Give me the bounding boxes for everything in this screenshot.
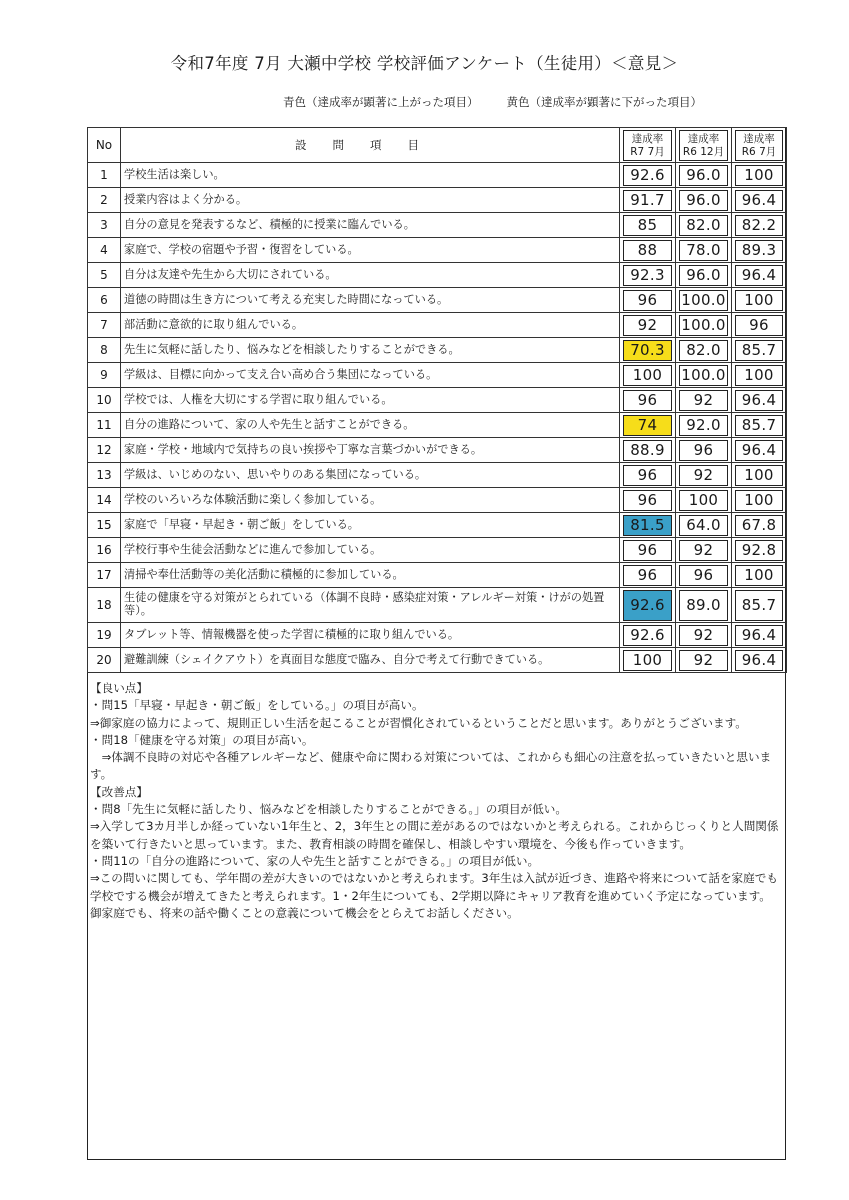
rate-r7-jul: 100 bbox=[623, 650, 672, 671]
rate-r6-jul: 85.7 bbox=[735, 340, 783, 361]
table-row bbox=[88, 648, 787, 673]
rate-r7-jul: 100 bbox=[623, 365, 672, 386]
rate-r6-dec: 96.0 bbox=[679, 265, 728, 286]
table-row bbox=[88, 288, 787, 313]
rate-r6-jul: 96.4 bbox=[735, 625, 783, 646]
page-title: 令和7年度 7月 大瀬中学校 学校評価アンケート（生徒用）＜意見＞ bbox=[170, 54, 679, 73]
survey-table bbox=[87, 127, 787, 673]
rate-r6-jul: 92.8 bbox=[735, 540, 783, 561]
rate-r7-jul: 96 bbox=[623, 490, 672, 511]
rate-r7-jul: 88.9 bbox=[623, 440, 672, 461]
rate-r6-jul: 85.7 bbox=[735, 590, 783, 621]
rate-r6-jul: 85.7 bbox=[735, 415, 783, 436]
comment-line: ・問11の「自分の進路について、家の人や先生と話すことができる。」の項目が低い。 bbox=[90, 853, 540, 868]
rate-r7-jul: 96 bbox=[623, 465, 672, 486]
rate-r6-dec: 96 bbox=[679, 565, 728, 586]
rate-r6-dec: 92 bbox=[679, 625, 728, 646]
rate-r7-jul: 92 bbox=[623, 315, 672, 336]
question-text: 避難訓練（シェイクアウト）を真面目な態度で臨み、自分で考えて行動できている。 bbox=[121, 648, 620, 673]
table-row bbox=[88, 163, 787, 188]
table-row bbox=[88, 188, 787, 213]
rate-r7-jul: 92.6 bbox=[623, 590, 672, 621]
question-text: 家庭・学校・地域内で気持ちの良い挨拶や丁寧な言葉づかいができる。 bbox=[121, 438, 620, 463]
rate-r7-jul: 96 bbox=[623, 540, 672, 561]
rate-r6-dec: 100.0 bbox=[679, 315, 728, 336]
row-number: 13 bbox=[88, 463, 121, 488]
table-row bbox=[88, 263, 787, 288]
row-number: 1 bbox=[88, 163, 121, 188]
rate-r6-jul: 100 bbox=[735, 165, 783, 186]
rate-r6-dec: 100.0 bbox=[679, 365, 728, 386]
rate-r7-jul: 96 bbox=[623, 390, 672, 411]
header-r6-jul: 達成率 R6 7月 bbox=[735, 130, 783, 161]
table-row bbox=[88, 213, 787, 238]
table-row bbox=[88, 463, 787, 488]
rate-r6-jul: 100 bbox=[735, 490, 783, 511]
rate-r6-jul: 96.4 bbox=[735, 265, 783, 286]
row-number: 4 bbox=[88, 238, 121, 263]
header-question: 設問項目 bbox=[121, 128, 620, 163]
rate-r6-dec: 78.0 bbox=[679, 240, 728, 261]
rate-r6-dec: 96 bbox=[679, 440, 728, 461]
question-text: 先生に気軽に話したり、悩みなどを相談したりすることができる。 bbox=[121, 338, 620, 363]
row-number: 9 bbox=[88, 363, 121, 388]
rate-r7-jul: 85 bbox=[623, 215, 672, 236]
rate-r6-jul: 96.4 bbox=[735, 440, 783, 461]
rate-r6-dec: 92.0 bbox=[679, 415, 728, 436]
question-text: 生徒の健康を守る対策がとられている（体調不良時・感染症対策・アレルギー対策・けがの処置等）。 bbox=[121, 588, 620, 623]
rate-r7-jul: 92.6 bbox=[623, 625, 672, 646]
row-number: 2 bbox=[88, 188, 121, 213]
question-text: 授業内容はよく分かる。 bbox=[121, 188, 620, 213]
table-row bbox=[88, 488, 787, 513]
question-text: 清掃や奉仕活動等の美化活動に積極的に参加している。 bbox=[121, 563, 620, 588]
row-number: 6 bbox=[88, 288, 121, 313]
question-text: 家庭で、学校の宿題や予習・復習をしている。 bbox=[121, 238, 620, 263]
rate-r6-dec: 96.0 bbox=[679, 165, 728, 186]
row-number: 12 bbox=[88, 438, 121, 463]
rate-r7-jul: 92.3 bbox=[623, 265, 672, 286]
comment-line: ⇒入学して3カ月半しか経っていない1年生と、2，3年生との間に差があるのではないかと考えられる。これからじっくりと人間関係を築いて行きたいと思っています。また、教育相談の時間を確保し、相談しやすい環境を、今後も作っていきます。 bbox=[90, 819, 779, 851]
legend-blue: 青色（達成率が顕著に上がった項目） bbox=[283, 95, 479, 109]
rate-r6-dec: 82.0 bbox=[679, 340, 728, 361]
rate-r6-dec: 89.0 bbox=[679, 590, 728, 621]
table-row bbox=[88, 563, 787, 588]
header-r6-dec: 達成率 R6 12月 bbox=[679, 130, 728, 161]
question-text: 学校行事や生徒会活動などに進んで参加している。 bbox=[121, 538, 620, 563]
comment-line: ⇒御家庭の協力によって、規則正しい生活を起こることが習慣化されているということだと思います。ありがとうございます。 bbox=[90, 715, 747, 730]
table-row bbox=[88, 588, 787, 623]
comment-line: 【良い点】 bbox=[90, 681, 148, 695]
comment-line: ⇒体調不良時の対応や各種アレルギーなど、健康や命に関わる対策については、これからも細心の注意を払っていきたいと思います。 bbox=[90, 750, 772, 782]
question-text: 学校生活は楽しい。 bbox=[121, 163, 620, 188]
rate-r6-jul: 100 bbox=[735, 565, 783, 586]
rate-r6-dec: 100 bbox=[679, 490, 728, 511]
rate-r6-dec: 92 bbox=[679, 390, 728, 411]
rate-r6-jul: 96.4 bbox=[735, 190, 783, 211]
table-row bbox=[88, 238, 787, 263]
rate-r6-dec: 100.0 bbox=[679, 290, 728, 311]
rate-r7-jul: 91.7 bbox=[623, 190, 672, 211]
table-row bbox=[88, 313, 787, 338]
row-number: 5 bbox=[88, 263, 121, 288]
comment-line: 【改善点】 bbox=[90, 784, 148, 799]
table-row bbox=[88, 513, 787, 538]
rate-r6-jul: 96.4 bbox=[735, 390, 783, 411]
table-header bbox=[88, 128, 787, 163]
question-text: 道徳の時間は生き方について考える充実した時間になっている。 bbox=[121, 288, 620, 313]
question-text: 部活動に意欲的に取り組んでいる。 bbox=[121, 313, 620, 338]
rate-r6-dec: 92 bbox=[679, 650, 728, 671]
row-number: 20 bbox=[88, 648, 121, 673]
question-text: 学級は、いじめのない、思いやりのある集団になっている。 bbox=[121, 463, 620, 488]
question-text: 自分の進路について、家の人や先生と話すことができる。 bbox=[121, 413, 620, 438]
table-row bbox=[88, 338, 787, 363]
row-number: 15 bbox=[88, 513, 121, 538]
table-row bbox=[88, 438, 787, 463]
comment-line: ・問8「先生に気軽に話したり、悩みなどを相談したりすることができる。」の項目が低い。 bbox=[90, 802, 567, 817]
rate-r6-jul: 96 bbox=[735, 315, 783, 336]
row-number: 3 bbox=[88, 213, 121, 238]
row-number: 14 bbox=[88, 488, 121, 513]
table-row bbox=[88, 623, 787, 648]
rate-r6-jul: 67.8 bbox=[735, 515, 783, 536]
rate-r7-jul: 96 bbox=[623, 290, 672, 311]
comment-line: ・問18「健康を守る対策」の項目が高い。 bbox=[90, 732, 314, 747]
row-number: 17 bbox=[88, 563, 121, 588]
rate-r7-jul: 70.3 bbox=[623, 340, 672, 361]
row-number: 18 bbox=[88, 588, 121, 623]
rate-r6-dec: 64.0 bbox=[679, 515, 728, 536]
header-r7-jul: 達成率 R7 7月 bbox=[623, 130, 672, 161]
question-text: 学校のいろいろな体験活動に楽しく参加している。 bbox=[121, 488, 620, 513]
comments-section bbox=[90, 680, 782, 922]
rate-r6-dec: 92 bbox=[679, 465, 728, 486]
rate-r6-dec: 92 bbox=[679, 540, 728, 561]
legend-yellow: 黄色（達成率が顕著に下がった項目） bbox=[506, 95, 702, 109]
rate-r7-jul: 92.6 bbox=[623, 165, 672, 186]
question-text: 学校では、人権を大切にする学習に取り組んでいる。 bbox=[121, 388, 620, 413]
table-row bbox=[88, 388, 787, 413]
rate-r7-jul: 74 bbox=[623, 415, 672, 436]
rate-r6-jul: 89.3 bbox=[735, 240, 783, 261]
row-number: 8 bbox=[88, 338, 121, 363]
row-number: 19 bbox=[88, 623, 121, 648]
row-number: 7 bbox=[88, 313, 121, 338]
rate-r7-jul: 81.5 bbox=[623, 515, 672, 536]
table-row bbox=[88, 413, 787, 438]
question-text: 学級は、目標に向かって支え合い高め合う集団になっている。 bbox=[121, 363, 620, 388]
rate-r6-jul: 100 bbox=[735, 465, 783, 486]
question-text: タブレット等、情報機器を使った学習に積極的に取り組んでいる。 bbox=[121, 623, 620, 648]
rate-r7-jul: 96 bbox=[623, 565, 672, 586]
table-row bbox=[88, 538, 787, 563]
color-legend bbox=[283, 94, 702, 110]
rate-r6-jul: 100 bbox=[735, 290, 783, 311]
row-number: 10 bbox=[88, 388, 121, 413]
rate-r6-dec: 96.0 bbox=[679, 190, 728, 211]
question-text: 自分の意見を発表するなど、積極的に授業に臨んでいる。 bbox=[121, 213, 620, 238]
question-text: 家庭で「早寝・早起き・朝ご飯」をしている。 bbox=[121, 513, 620, 538]
rate-r6-jul: 82.2 bbox=[735, 215, 783, 236]
comment-line: ⇒この問いに関しても、学年間の差が大きいのではないかと考えられます。3年生は入試が近づき、進路や将来について話を家庭でも学校でする機会が増えてきたと考えられます。1・2年生についても、2学期以降にキャリア教育を進めていく予定になっています。御家庭でも、将来の話や働くことの意義について機会をとらえてお話しください。 bbox=[90, 871, 778, 920]
rate-r6-jul: 100 bbox=[735, 365, 783, 386]
row-number: 16 bbox=[88, 538, 121, 563]
rate-r6-dec: 82.0 bbox=[679, 215, 728, 236]
rate-r7-jul: 88 bbox=[623, 240, 672, 261]
header-no: No bbox=[88, 128, 121, 163]
table-row bbox=[88, 363, 787, 388]
rate-r6-jul: 96.4 bbox=[735, 650, 783, 671]
question-text: 自分は友達や先生から大切にされている。 bbox=[121, 263, 620, 288]
comment-line: ・問15「早寝・早起き・朝ご飯」をしている。」の項目が高い。 bbox=[90, 698, 424, 713]
row-number: 11 bbox=[88, 413, 121, 438]
